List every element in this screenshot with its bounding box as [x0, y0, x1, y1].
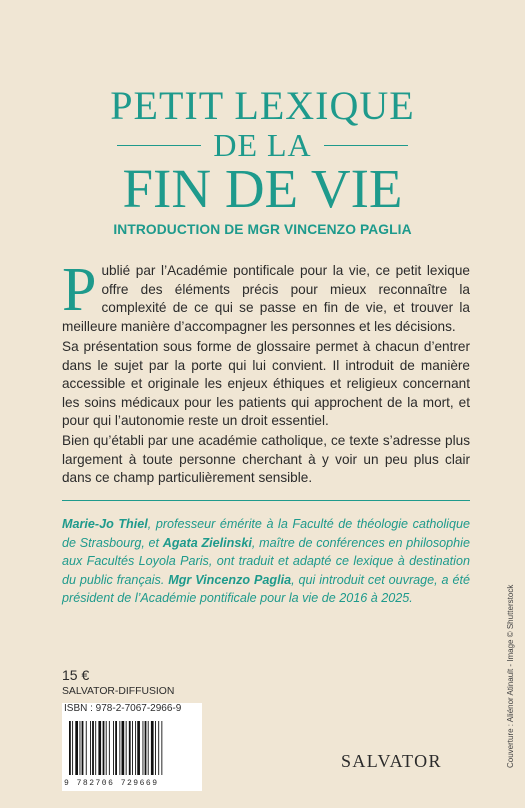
distributor: SALVATOR-DIFFUSION — [62, 686, 175, 697]
publisher-logo: SALVATOR — [341, 751, 442, 771]
author-bio-text-2: , maître de conférences en philosophie aux Facultés Loyola Paris, ont traduit et adapté ce lexique à destination du public français. — [62, 535, 470, 587]
author-bio-text-1: , professeur émérite à la Faculté de théologie catholique de Strasbourg, et — [62, 517, 470, 550]
author-name-1: Marie-Jo Thiel — [62, 517, 148, 531]
isbn-barcode-box — [62, 703, 202, 791]
price: 15 € — [62, 667, 90, 683]
cover-credit: Couverture : Aliénor Atinault - Image © Shutterstock — [506, 584, 515, 768]
divider — [62, 500, 470, 501]
author-name-2: Agata Zielinski — [162, 535, 252, 550]
introduction-credit: INTRODUCTION DE MGR VINCENZO PAGLIA — [113, 222, 412, 237]
paragraph-1-text: ublié par l’Académie pontificale pour la vie, ce petit lexique offre des éléments précis pour mieux reconnaître la complexité de ce qui se passe en fin de vie, et trouver la meilleure manière d’accompagner les personnes et les décisions. — [62, 263, 470, 334]
title-rule-right — [324, 145, 408, 146]
author-name-3: Mgr Vincenzo Paglia — [168, 572, 292, 587]
barcode-icon — [67, 721, 197, 775]
paragraph-3: Bien qu’établi par une académie catholique, ce texte s’adresse plus largement à toute personne cherchant à y voir un peu plus clair dans ce champ particulièrement sensible. — [62, 433, 470, 486]
paragraph-1 — [62, 256, 470, 336]
drop-cap: P — [62, 256, 97, 324]
book-title — [0, 84, 525, 218]
barcode-digits: 9 782706 729669 — [64, 779, 159, 788]
title-rule-left — [117, 145, 201, 146]
paragraph-2: Sa présentation sous forme de glossaire permet à chacun d’entrer dans le sujet par la porte qui lui convient. Il introduit de manière accessible et originale les enjeux éthiques et religieux concernant les soins médicaux pour les patients qui approchent de la mort, et pour qui l’autonomie reste un droit essentiel. — [62, 339, 470, 429]
title-line-1: PETIT LEXIQUE — [110, 83, 415, 128]
title-line-3: FIN DE VIE — [122, 158, 403, 219]
title-line-2: DE LA — [213, 127, 312, 163]
author-bio-text-3: , qui introduit cet ouvrage, a été président de l’Académie pontificale pour la vie de 2016 à 2025. — [62, 572, 470, 606]
isbn-number: ISBN : 978-2-7067-2966-9 — [64, 703, 182, 714]
author-bio — [62, 515, 470, 608]
title-line-2-row — [0, 128, 525, 162]
